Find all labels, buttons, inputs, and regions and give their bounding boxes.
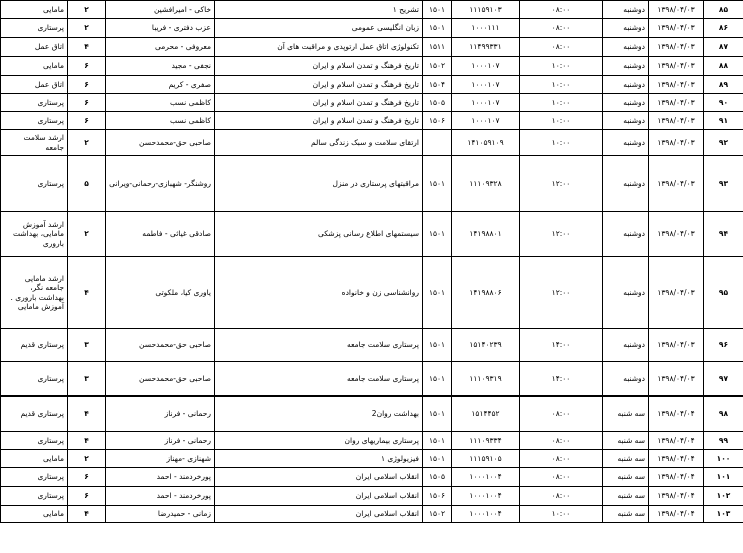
group-cell: ۱۵۰۴ — [423, 76, 452, 94]
teacher-cell: رحمانی - فرناز — [106, 432, 215, 450]
row-number-cell: ۹۵ — [704, 257, 743, 329]
row-number-cell: ۸۸ — [704, 57, 743, 76]
field-cell: ارشد مامایی جامعه نگر، بهداشت باروری . آموزش مامایی — [1, 257, 68, 329]
row-number-cell: ۱۰۳ — [704, 506, 743, 523]
course-code-cell: ۱۰۰۰۱۰۰۴ — [452, 468, 520, 487]
group-cell: ۱۵۰۱ — [423, 432, 452, 450]
field-cell: مامایی — [1, 450, 68, 468]
units-cell: ۴ — [68, 396, 106, 432]
teacher-cell: صادقی غیاثی - فاطمه — [106, 212, 215, 257]
teacher-cell: یاوری کیا، ملکوتی — [106, 257, 215, 329]
course-name-cell: انقلاب اسلامی ایران — [215, 487, 423, 506]
teacher-cell: شهنازی -مهناز — [106, 450, 215, 468]
units-cell: ۲ — [68, 450, 106, 468]
field-cell: پرستاری — [1, 156, 68, 212]
date-cell: ۱۳۹۸/۰۴/۰۴ — [649, 432, 704, 450]
weekday-cell: سه شنبه — [603, 432, 649, 450]
course-code-cell: ۱۵۱۴۰۲۳۹ — [452, 329, 520, 362]
group-cell: ۱۵۰۱ — [423, 19, 452, 38]
table-row — [1, 468, 743, 487]
date-cell: ۱۳۹۸/۰۴/۰۳ — [649, 212, 704, 257]
row-number-cell: ۹۶ — [704, 329, 743, 362]
table-row — [1, 396, 743, 432]
time-cell: ۱۲:۰۰ — [520, 156, 603, 212]
group-cell: ۱۵۰۱ — [423, 362, 452, 396]
units-cell: ۶ — [68, 94, 106, 112]
weekday-cell: دوشنبه — [603, 38, 649, 57]
course-code-cell: ۱۰۰۰۱۰۷ — [452, 76, 520, 94]
time-cell: ۱۰:۰۰ — [520, 506, 603, 523]
course-name-cell: پرستاری سلامت جامعه — [215, 329, 423, 362]
date-cell: ۱۳۹۸/۰۴/۰۳ — [649, 1, 704, 19]
row-number-cell: ۹۷ — [704, 362, 743, 396]
row-number-cell: ۹۴ — [704, 212, 743, 257]
course-code-cell: ۱۴۱۰۵۹۱۰۹ — [452, 130, 520, 156]
group-cell: ۱۵۰۵ — [423, 94, 452, 112]
course-code-cell: ۱۴۱۹۸۸۰۱ — [452, 212, 520, 257]
course-code-cell: ۱۰۰۰۱۰۷ — [452, 57, 520, 76]
table-row — [1, 450, 743, 468]
units-cell: ۴ — [68, 38, 106, 57]
field-cell: پرستاری — [1, 432, 68, 450]
time-cell: ۰۸:۰۰ — [520, 450, 603, 468]
teacher-cell: صاحبی حق-محمدحسن — [106, 130, 215, 156]
table-row — [1, 329, 743, 362]
time-cell: ۱۰:۰۰ — [520, 76, 603, 94]
date-cell: ۱۳۹۸/۰۴/۰۳ — [649, 76, 704, 94]
course-code-cell: ۱۱۱۰۹۳۲۸ — [452, 156, 520, 212]
teacher-cell: پورخردمند - احمد — [106, 487, 215, 506]
weekday-cell: دوشنبه — [603, 76, 649, 94]
field-cell: ارشد آموزش مامایی، بهداشت باروری — [1, 212, 68, 257]
time-cell: ۱۲:۰۰ — [520, 212, 603, 257]
teacher-cell: معروفی - محرمی — [106, 38, 215, 57]
course-name-cell: فیزیولوژی ۱ — [215, 450, 423, 468]
course-code-cell: ۱۰۰۰۱۱۱ — [452, 19, 520, 38]
row-number-cell: ۹۸ — [704, 396, 743, 432]
weekday-cell: دوشنبه — [603, 19, 649, 38]
course-name-cell: تاریخ فرهنگ و تمدن اسلام و ایران — [215, 76, 423, 94]
course-code-cell: ۱۱۴۹۹۳۳۱ — [452, 38, 520, 57]
time-cell: ۰۸:۰۰ — [520, 487, 603, 506]
weekday-cell: دوشنبه — [603, 94, 649, 112]
time-cell: ۰۸:۰۰ — [520, 38, 603, 57]
time-cell: ۰۸:۰۰ — [520, 19, 603, 38]
field-cell: پرستاری قدیم — [1, 329, 68, 362]
date-cell: ۱۳۹۸/۰۴/۰۴ — [649, 506, 704, 523]
teacher-cell: رحمانی - فرناز — [106, 396, 215, 432]
weekday-cell: دوشنبه — [603, 130, 649, 156]
table-row — [1, 257, 743, 329]
field-cell: اتاق عمل — [1, 76, 68, 94]
field-cell: پرستاری — [1, 112, 68, 130]
weekday-cell: دوشنبه — [603, 1, 649, 19]
course-code-cell: ۱۰۰۰۱۰۰۴ — [452, 506, 520, 523]
course-name-cell: انقلاب اسلامی ایران — [215, 468, 423, 487]
units-cell: ۳ — [68, 329, 106, 362]
course-code-cell: ۱۱۱۵۹۱۰۵ — [452, 450, 520, 468]
table-row — [1, 432, 743, 450]
course-code-cell: ۱۰۰۰۱۰۷ — [452, 94, 520, 112]
table-row — [1, 57, 743, 76]
time-cell: ۱۰:۰۰ — [520, 57, 603, 76]
date-cell: ۱۳۹۸/۰۴/۰۴ — [649, 487, 704, 506]
table-row — [1, 19, 743, 38]
date-cell: ۱۳۹۸/۰۴/۰۳ — [649, 362, 704, 396]
field-cell: ارشد سلامت جامعه — [1, 130, 68, 156]
teacher-cell: صاحبی حق-محمدحسن — [106, 362, 215, 396]
table-row — [1, 506, 743, 523]
field-cell: پرستاری — [1, 19, 68, 38]
course-name-cell: پرستاری سلامت جامعه — [215, 362, 423, 396]
group-cell: ۱۵۰۱ — [423, 1, 452, 19]
teacher-cell: صاحبی حق-محمدحسن — [106, 329, 215, 362]
group-cell: ۱۵۰۲ — [423, 506, 452, 523]
course-code-cell: ۱۰۰۰۱۰۷ — [452, 112, 520, 130]
group-cell: ۱۵۰۲ — [423, 57, 452, 76]
group-cell: ۱۵۰۱ — [423, 257, 452, 329]
teacher-cell: صفری - کریم — [106, 76, 215, 94]
table-row — [1, 156, 743, 212]
teacher-cell: عزب دفتری - فریبا — [106, 19, 215, 38]
course-name-cell: ارتقای سلامت و سبک زندگی سالم — [215, 130, 423, 156]
course-name-cell: تاریخ فرهنگ و تمدن اسلام و ایران — [215, 112, 423, 130]
date-cell: ۱۳۹۸/۰۴/۰۳ — [649, 257, 704, 329]
group-cell: ۱۵۰۵ — [423, 468, 452, 487]
units-cell: ۵ — [68, 156, 106, 212]
date-cell: ۱۳۹۸/۰۴/۰۴ — [649, 468, 704, 487]
teacher-cell: کاظمی نسب — [106, 112, 215, 130]
units-cell: ۶ — [68, 112, 106, 130]
date-cell: ۱۳۹۸/۰۴/۰۳ — [649, 329, 704, 362]
weekday-cell: سه شنبه — [603, 506, 649, 523]
table-row — [1, 487, 743, 506]
date-cell: ۱۳۹۸/۰۴/۰۳ — [649, 94, 704, 112]
row-number-cell: ۹۲ — [704, 130, 743, 156]
field-cell: پرستاری — [1, 487, 68, 506]
teacher-cell: نجفی - مجید — [106, 57, 215, 76]
teacher-cell: زمانی - حمیدرضا — [106, 506, 215, 523]
table-body — [1, 1, 743, 523]
date-cell: ۱۳۹۸/۰۴/۰۳ — [649, 112, 704, 130]
weekday-cell: دوشنبه — [603, 212, 649, 257]
weekday-cell: سه شنبه — [603, 487, 649, 506]
time-cell: ۰۸:۰۰ — [520, 468, 603, 487]
course-name-cell: تکنولوژی اتاق عمل ارتوپدی و مراقبت های آن — [215, 38, 423, 57]
field-cell: پرستاری — [1, 94, 68, 112]
group-cell: ۱۵۰۱ — [423, 450, 452, 468]
units-cell: ۳ — [68, 362, 106, 396]
group-cell: ۱۵۱۱ — [423, 38, 452, 57]
units-cell: ۴ — [68, 257, 106, 329]
course-name-cell: مراقبتهای پرستاری در منزل — [215, 156, 423, 212]
units-cell: ۴ — [68, 506, 106, 523]
time-cell: ۱۰:۰۰ — [520, 94, 603, 112]
table-row — [1, 212, 743, 257]
units-cell: ۶ — [68, 487, 106, 506]
course-name-cell: تاریخ فرهنگ و تمدن اسلام و ایران — [215, 57, 423, 76]
time-cell: ۱۴:۰۰ — [520, 329, 603, 362]
weekday-cell: دوشنبه — [603, 57, 649, 76]
table-row — [1, 130, 743, 156]
table-row — [1, 76, 743, 94]
date-cell: ۱۳۹۸/۰۴/۰۴ — [649, 450, 704, 468]
field-cell: پرستاری — [1, 362, 68, 396]
course-code-cell: ۱۰۰۰۱۰۰۴ — [452, 487, 520, 506]
table-row — [1, 362, 743, 396]
units-cell: ۲ — [68, 19, 106, 38]
course-name-cell: سیستمهای اطلاع رسانی پزشکی — [215, 212, 423, 257]
row-number-cell: ۸۹ — [704, 76, 743, 94]
course-code-cell: ۱۵۱۴۴۵۲ — [452, 396, 520, 432]
course-name-cell: تاریخ فرهنگ و تمدن اسلام و ایران — [215, 94, 423, 112]
course-name-cell: پرستاری بیماریهای روان — [215, 432, 423, 450]
time-cell: ۱۲:۰۰ — [520, 257, 603, 329]
weekday-cell: دوشنبه — [603, 362, 649, 396]
field-cell: مامایی — [1, 57, 68, 76]
field-cell: مامایی — [1, 1, 68, 19]
units-cell: ۲ — [68, 212, 106, 257]
date-cell: ۱۳۹۸/۰۴/۰۳ — [649, 19, 704, 38]
row-number-cell: ۸۷ — [704, 38, 743, 57]
time-cell: ۰۸:۰۰ — [520, 396, 603, 432]
teacher-cell: کاظمی نسب — [106, 94, 215, 112]
course-name-cell: بهداشت روان2 — [215, 396, 423, 432]
date-cell: ۱۳۹۸/۰۴/۰۳ — [649, 57, 704, 76]
time-cell: ۱۰:۰۰ — [520, 112, 603, 130]
course-name-cell: زبان انگلیسی عمومی — [215, 19, 423, 38]
date-cell: ۱۳۹۸/۰۴/۰۴ — [649, 396, 704, 432]
units-cell: ۶ — [68, 57, 106, 76]
teacher-cell: روشنگر- شهبازی-رحمانی-ویرانی — [106, 156, 215, 212]
course-name-cell: انقلاب اسلامی ایران — [215, 506, 423, 523]
weekday-cell: سه شنبه — [603, 450, 649, 468]
course-code-cell: ۱۴۱۹۸۸۰۶ — [452, 257, 520, 329]
time-cell: ۱۰:۰۰ — [520, 130, 603, 156]
weekday-cell: سه شنبه — [603, 396, 649, 432]
field-cell: پرستاری — [1, 468, 68, 487]
field-cell: اتاق عمل — [1, 38, 68, 57]
table-row — [1, 112, 743, 130]
group-cell: ۱۵۰۶ — [423, 112, 452, 130]
weekday-cell: دوشنبه — [603, 112, 649, 130]
row-number-cell: ۱۰۲ — [704, 487, 743, 506]
field-cell: مامایی — [1, 506, 68, 523]
group-cell: ۱۵۰۱ — [423, 396, 452, 432]
weekday-cell: دوشنبه — [603, 329, 649, 362]
units-cell: ۲ — [68, 1, 106, 19]
table-row — [1, 1, 743, 19]
group-cell: ۱۵۰۱ — [423, 329, 452, 362]
date-cell: ۱۳۹۸/۰۴/۰۳ — [649, 156, 704, 212]
units-cell: ۶ — [68, 76, 106, 94]
row-number-cell: ۹۳ — [704, 156, 743, 212]
units-cell: ۴ — [68, 432, 106, 450]
weekday-cell: سه شنبه — [603, 468, 649, 487]
time-cell: ۱۴:۰۰ — [520, 362, 603, 396]
group-cell: ۱۵۰۱ — [423, 156, 452, 212]
units-cell: ۲ — [68, 130, 106, 156]
course-name-cell: تشریح ۱ — [215, 1, 423, 19]
row-number-cell: ۹۰ — [704, 94, 743, 112]
weekday-cell: دوشنبه — [603, 257, 649, 329]
row-number-cell: ۹۹ — [704, 432, 743, 450]
time-cell: ۰۸:۰۰ — [520, 1, 603, 19]
date-cell: ۱۳۹۸/۰۴/۰۳ — [649, 130, 704, 156]
row-number-cell: ۱۰۰ — [704, 450, 743, 468]
time-cell: ۰۸:۰۰ — [520, 432, 603, 450]
table-row — [1, 94, 743, 112]
course-code-cell: ۱۱۱۰۹۳۳۴ — [452, 432, 520, 450]
group-cell: ۱۵۰۱ — [423, 212, 452, 257]
row-number-cell: ۸۵ — [704, 1, 743, 19]
date-cell: ۱۳۹۸/۰۴/۰۳ — [649, 38, 704, 57]
course-name-cell: روانشناسی زن و خانواده — [215, 257, 423, 329]
field-cell: پرستاری قدیم — [1, 396, 68, 432]
units-cell: ۶ — [68, 468, 106, 487]
group-cell — [423, 130, 452, 156]
row-number-cell: ۸۶ — [704, 19, 743, 38]
row-number-cell: ۱۰۱ — [704, 468, 743, 487]
table-row — [1, 38, 743, 57]
group-cell: ۱۵۰۶ — [423, 487, 452, 506]
course-code-cell: ۱۱۱۰۹۳۱۹ — [452, 362, 520, 396]
weekday-cell: دوشنبه — [603, 156, 649, 212]
course-code-cell: ۱۱۱۵۹۱۰۳ — [452, 1, 520, 19]
teacher-cell: خاکی - امیرافشین — [106, 1, 215, 19]
teacher-cell: پورخردمند - احمد — [106, 468, 215, 487]
row-number-cell: ۹۱ — [704, 112, 743, 130]
